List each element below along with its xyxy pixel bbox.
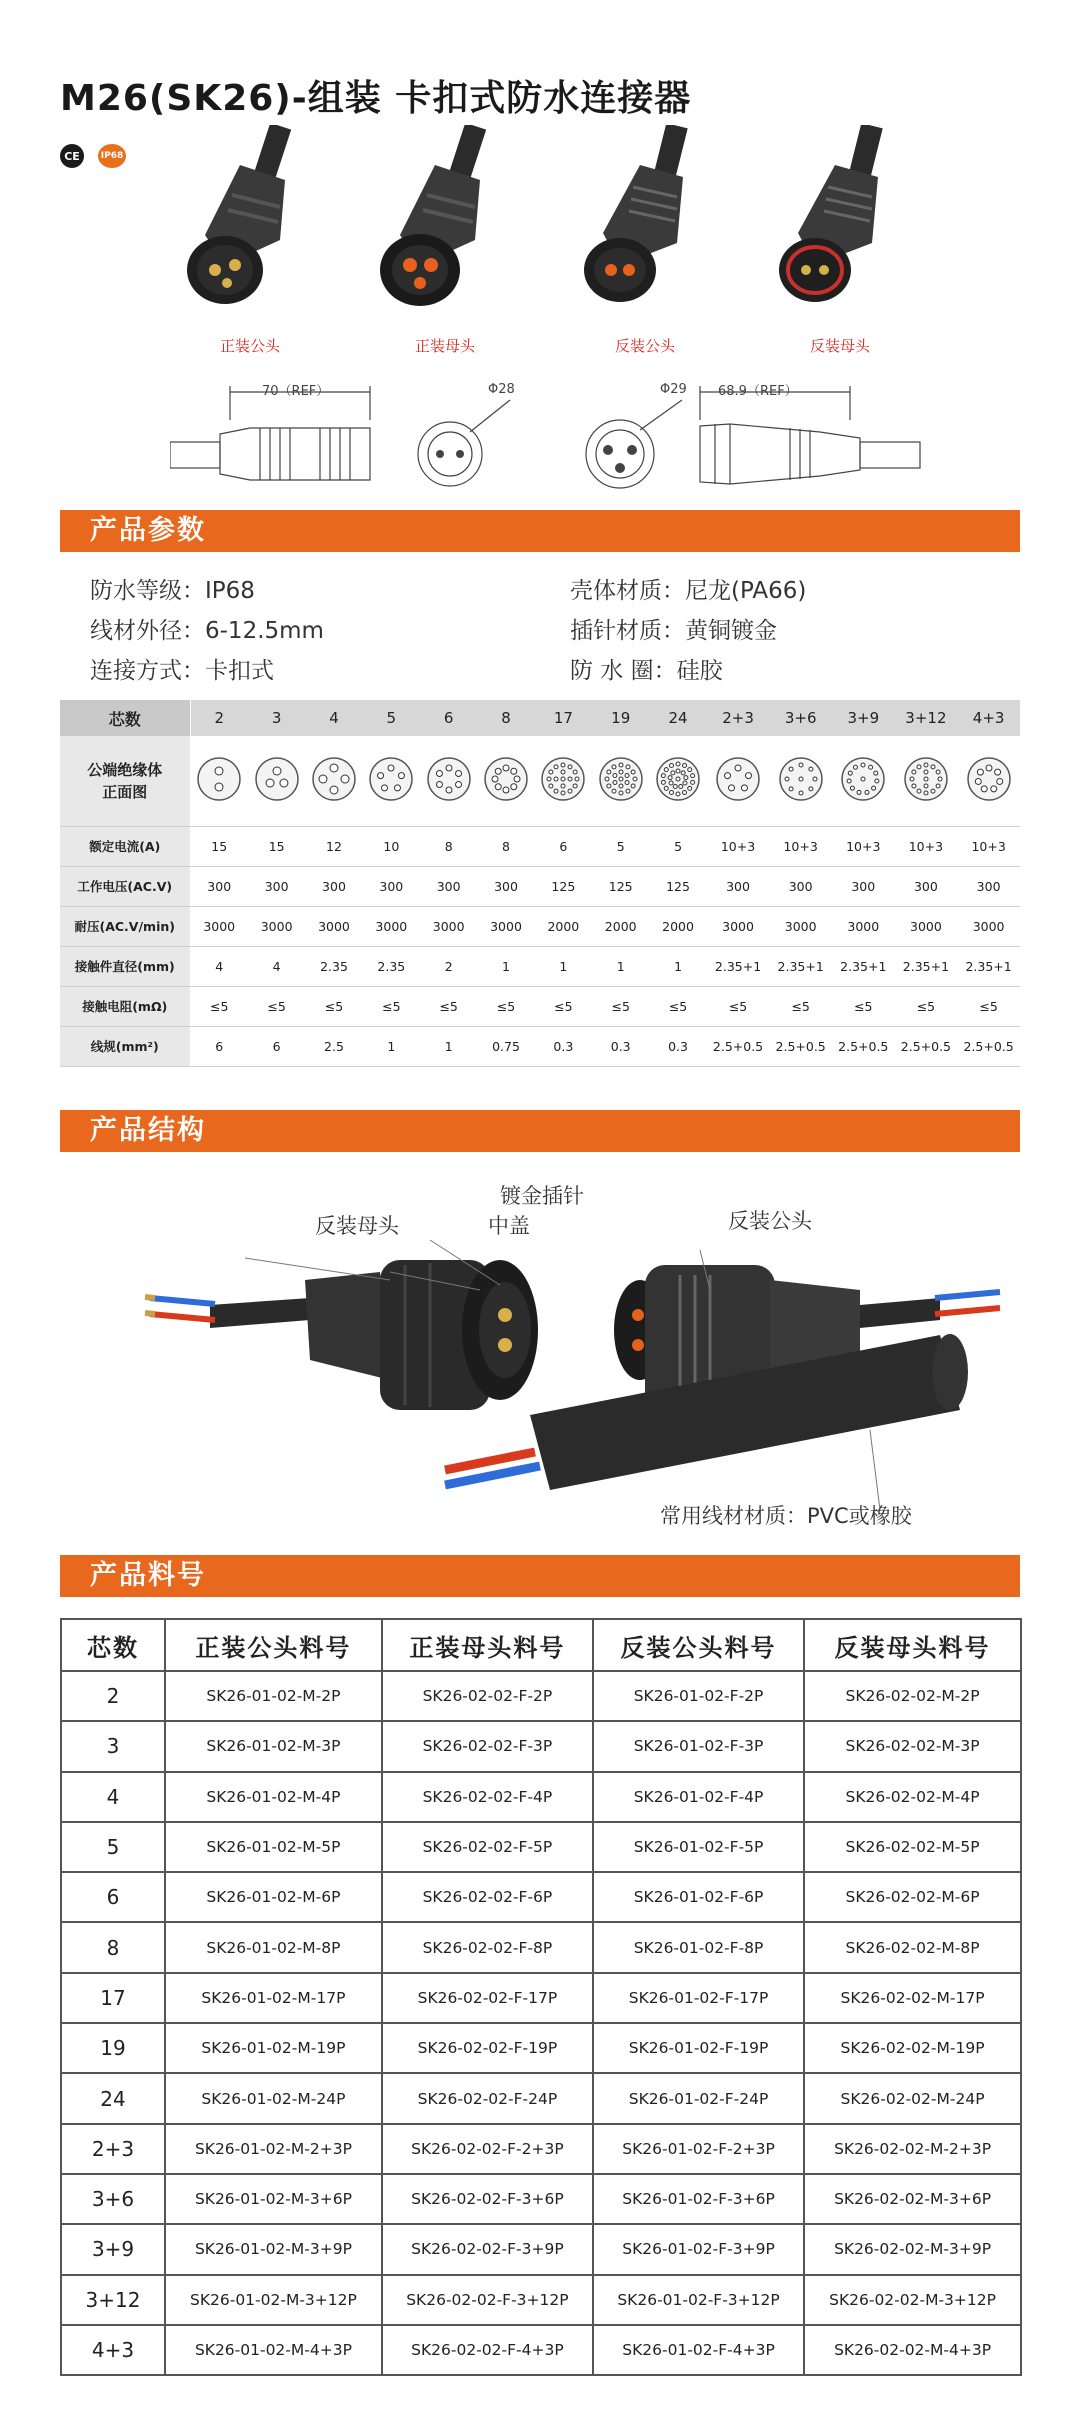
core-count-cell: 2+3: [707, 700, 770, 736]
spec-value-cell: 10+3: [707, 826, 770, 866]
part-number-cell: SK26-02-02-F-17P: [382, 1973, 593, 2023]
insulator-face-cell: [769, 736, 832, 826]
spec-row: [60, 826, 1020, 866]
connector-item: [160, 125, 340, 365]
param-shell: [570, 572, 806, 605]
spec-value-cell: 2.35: [363, 946, 420, 986]
param-value: IP68: [205, 578, 255, 604]
insulator-face-cell: [592, 736, 649, 826]
connector-label: 反装母头: [809, 337, 870, 355]
insulator-face-icon: [840, 756, 886, 802]
spec-value-cell: ≤5: [832, 986, 895, 1026]
part-number-cell: SK26-02-02-M-24P: [804, 2073, 1021, 2123]
spec-value-cell: 300: [957, 866, 1020, 906]
spec-value-cell: 12: [305, 826, 362, 866]
spec-value-cell: 3000: [248, 906, 305, 946]
spec-value-cell: 3000: [363, 906, 420, 946]
part-table-header: 反装公头料号: [593, 1619, 804, 1671]
param-seal: [570, 652, 723, 685]
insulator-face-icon: [598, 756, 644, 802]
spec-value-cell: 2.35: [305, 946, 362, 986]
section-header-structure: 产品结构: [60, 1110, 1020, 1152]
table-row: [61, 1872, 1021, 1922]
page-title: M26(SK26)-组装 卡扣式防水连接器: [60, 78, 692, 119]
part-number-cell: SK26-02-02-F-24P: [382, 2073, 593, 2123]
core-count-cell: 2: [190, 700, 248, 736]
param-label: 壳体材质：: [570, 578, 685, 604]
part-number-cell: SK26-01-02-M-3+6P: [165, 2174, 382, 2224]
spec-value-cell: 2: [420, 946, 477, 986]
part-number-cell: SK26-02-02-M-3P: [804, 1721, 1021, 1771]
core-count-cell: 3+9: [61, 2224, 165, 2274]
male-plug-reverse-icon: [565, 125, 725, 325]
spec-value-cell: 3000: [957, 906, 1020, 946]
param-pin: [570, 612, 777, 645]
insulator-face-cell: [707, 736, 770, 826]
connector-label: 正装公头: [219, 337, 280, 355]
label-reverse-female: 反装母头: [315, 1214, 399, 1238]
spec-value-cell: 300: [248, 866, 305, 906]
part-number-cell: SK26-01-02-M-6P: [165, 1872, 382, 1922]
section-header-params: 产品参数: [60, 510, 1020, 552]
spec-value-cell: 3000: [707, 906, 770, 946]
spec-value-cell: 6: [535, 826, 592, 866]
part-number-cell: SK26-01-02-F-8P: [593, 1922, 804, 1972]
insulator-face-icon: [311, 756, 357, 802]
spec-value-cell: 300: [707, 866, 770, 906]
part-table-header: 正装公头料号: [165, 1619, 382, 1671]
part-number-cell: SK26-02-02-F-5P: [382, 1822, 593, 1872]
core-count-cell: 3+6: [61, 2174, 165, 2224]
part-number-cell: SK26-02-02-F-6P: [382, 1872, 593, 1922]
connector-label: 反装公头: [614, 337, 675, 355]
diameter-label-left: Φ28: [488, 382, 515, 397]
insulator-face-cell: [477, 736, 534, 826]
spec-face-row: [60, 736, 1020, 826]
spec-header-row: [60, 700, 1020, 736]
face-label: [60, 736, 190, 826]
core-count-cell: 2: [61, 1671, 165, 1721]
param-connect: [90, 652, 274, 685]
spec-value-cell: ≤5: [190, 986, 248, 1026]
param-label: 插针材质：: [570, 618, 685, 644]
spec-row-label: 工作电压(AC.V): [60, 866, 190, 906]
core-count-cell: 3: [61, 1721, 165, 1771]
insulator-face-icon: [715, 756, 761, 802]
part-number-cell: SK26-01-02-F-2P: [593, 1671, 804, 1721]
table-row: [61, 1922, 1021, 1972]
insulator-face-cell: [957, 736, 1020, 826]
param-cable: [90, 612, 324, 645]
spec-value-cell: 1: [363, 1026, 420, 1066]
part-number-cell: SK26-01-02-F-17P: [593, 1973, 804, 2023]
core-count-cell: 4: [61, 1772, 165, 1822]
spec-value-cell: 6: [190, 1026, 248, 1066]
part-number-cell: SK26-01-02-M-2P: [165, 1671, 382, 1721]
spec-value-cell: 5: [592, 826, 649, 866]
core-count-cell: 17: [535, 700, 592, 736]
part-number-cell: SK26-02-02-F-3+12P: [382, 2275, 593, 2325]
part-number-cell: SK26-01-02-F-3P: [593, 1721, 804, 1771]
spec-value-cell: ≤5: [707, 986, 770, 1026]
part-number-cell: SK26-01-02-F-6P: [593, 1872, 804, 1922]
spec-value-cell: 10+3: [769, 826, 832, 866]
diameter-label-right: Φ29: [660, 382, 687, 397]
part-number-cell: SK26-01-02-M-2+3P: [165, 2124, 382, 2174]
spec-row-label: 线规(mm²): [60, 1026, 190, 1066]
spec-value-cell: 2.5+0.5: [769, 1026, 832, 1066]
insulator-face-cell: [649, 736, 706, 826]
spec-value-cell: 0.3: [592, 1026, 649, 1066]
core-count-cell: 3: [248, 700, 305, 736]
part-number-cell: SK26-02-02-M-4P: [804, 1772, 1021, 1822]
param-value: 硅胶: [676, 658, 723, 684]
part-number-cell: SK26-02-02-M-4+3P: [804, 2325, 1021, 2375]
length-dimension-left: 70（REF）: [262, 384, 330, 399]
part-number-cell: SK26-01-02-F-4+3P: [593, 2325, 804, 2375]
insulator-face-icon: [778, 756, 824, 802]
part-number-cell: SK26-01-02-F-5P: [593, 1822, 804, 1872]
param-label: 线材外径：: [90, 618, 205, 644]
part-number-cell: SK26-02-02-M-5P: [804, 1822, 1021, 1872]
spec-value-cell: 2.35+1: [895, 946, 958, 986]
spec-value-cell: 6: [248, 1026, 305, 1066]
spec-row: [60, 906, 1020, 946]
spec-value-cell: 2.35+1: [769, 946, 832, 986]
core-count-cell: 6: [61, 1872, 165, 1922]
spec-row: [60, 946, 1020, 986]
spec-value-cell: 125: [649, 866, 706, 906]
param-label: 连接方式：: [90, 658, 205, 684]
connector-item: [555, 125, 735, 365]
part-number-cell: SK26-02-02-M-3+9P: [804, 2224, 1021, 2274]
spec-value-cell: ≤5: [769, 986, 832, 1026]
spec-value-cell: 3000: [190, 906, 248, 946]
part-number-cell: SK26-01-02-M-3+12P: [165, 2275, 382, 2325]
insulator-face-cell: [363, 736, 420, 826]
insulator-face-cell: [248, 736, 305, 826]
certification-badges: [60, 144, 126, 168]
spec-value-cell: ≤5: [305, 986, 362, 1026]
part-number-cell: SK26-01-02-M-8P: [165, 1922, 382, 1972]
connector-label: 正装母头: [414, 337, 475, 355]
insulator-face-icon: [426, 756, 472, 802]
spec-row: [60, 1026, 1020, 1066]
label-reverse-male: 反装公头: [728, 1209, 812, 1233]
part-number-cell: SK26-02-02-M-6P: [804, 1872, 1021, 1922]
table-row: [61, 2073, 1021, 2123]
spec-value-cell: ≤5: [895, 986, 958, 1026]
part-number-cell: SK26-01-02-F-24P: [593, 2073, 804, 2123]
core-count-cell: 5: [363, 700, 420, 736]
insulator-face-icon: [483, 756, 529, 802]
part-number-cell: SK26-01-02-F-3+9P: [593, 2224, 804, 2274]
spec-value-cell: 300: [477, 866, 534, 906]
part-number-cell: SK26-01-02-M-3P: [165, 1721, 382, 1771]
face-label-line: 正面图: [102, 782, 148, 801]
table-row: [61, 2124, 1021, 2174]
part-number-cell: SK26-01-02-M-3+9P: [165, 2224, 382, 2274]
connector-gallery: [160, 125, 940, 365]
section-header-part-numbers: 产品料号: [60, 1555, 1020, 1597]
insulator-face-icon: [966, 756, 1012, 802]
spec-value-cell: 10+3: [895, 826, 958, 866]
table-row: [61, 1721, 1021, 1771]
part-number-cell: SK26-02-02-M-8P: [804, 1922, 1021, 1972]
spec-value-cell: 10+3: [957, 826, 1020, 866]
table-row: [61, 2275, 1021, 2325]
spec-value-cell: 1: [592, 946, 649, 986]
spec-value-cell: 2000: [535, 906, 592, 946]
core-count-cell: 3+9: [832, 700, 895, 736]
part-number-cell: SK26-02-02-F-3+6P: [382, 2174, 593, 2224]
part-number-table: [60, 1618, 1022, 2376]
structure-illustration: [60, 1180, 1020, 1540]
core-count-cell: 19: [592, 700, 649, 736]
part-number-cell: SK26-02-02-F-2+3P: [382, 2124, 593, 2174]
insulator-face-cell: [190, 736, 248, 826]
part-number-cell: SK26-01-02-M-19P: [165, 2023, 382, 2073]
spec-value-cell: 4: [190, 946, 248, 986]
part-number-cell: SK26-01-02-M-17P: [165, 1973, 382, 2023]
spec-value-cell: ≤5: [420, 986, 477, 1026]
spec-row-label: 接触电阻(mΩ): [60, 986, 190, 1026]
part-number-cell: SK26-02-02-F-4+3P: [382, 2325, 593, 2375]
part-number-cell: SK26-02-02-M-17P: [804, 1973, 1021, 2023]
spec-value-cell: 1: [535, 946, 592, 986]
part-number-cell: SK26-01-02-M-4+3P: [165, 2325, 382, 2375]
param-value: 黄铜镀金: [685, 618, 777, 644]
param-value: 6-12.5mm: [205, 618, 324, 644]
table-row: [61, 2224, 1021, 2274]
insulator-face-cell: [420, 736, 477, 826]
spec-value-cell: 1: [420, 1026, 477, 1066]
spec-row: [60, 986, 1020, 1026]
spec-value-cell: 2.35+1: [957, 946, 1020, 986]
part-number-cell: SK26-01-02-F-2+3P: [593, 2124, 804, 2174]
spec-table: [60, 700, 1020, 1067]
part-number-cell: SK26-01-02-F-3+6P: [593, 2174, 804, 2224]
spec-value-cell: 15: [248, 826, 305, 866]
part-number-cell: SK26-02-02-F-2P: [382, 1671, 593, 1721]
part-number-cell: SK26-01-02-F-3+12P: [593, 2275, 804, 2325]
insulator-face-cell: [832, 736, 895, 826]
spec-value-cell: 8: [477, 826, 534, 866]
spec-row-label: 耐压(AC.V/min): [60, 906, 190, 946]
spec-value-cell: 3000: [832, 906, 895, 946]
table-row: [61, 1772, 1021, 1822]
female-plug-forward-icon: [365, 125, 525, 325]
spec-value-cell: 2.35+1: [832, 946, 895, 986]
part-number-cell: SK26-02-02-M-3+6P: [804, 2174, 1021, 2224]
core-count-cell: 8: [61, 1922, 165, 1972]
part-number-cell: SK26-01-02-M-24P: [165, 2073, 382, 2123]
length-dimension-right: 68.9（REF）: [718, 384, 798, 399]
core-count-cell: 6: [420, 700, 477, 736]
spec-value-cell: 2000: [649, 906, 706, 946]
part-number-cell: SK26-02-02-M-2P: [804, 1671, 1021, 1721]
spec-value-cell: 2.5+0.5: [707, 1026, 770, 1066]
ip68-badge-icon: IP68: [98, 144, 126, 168]
spec-value-cell: 3000: [420, 906, 477, 946]
table-row: [61, 1973, 1021, 2023]
core-count-cell: 5: [61, 1822, 165, 1872]
spec-value-cell: 300: [190, 866, 248, 906]
insulator-face-icon: [196, 756, 242, 802]
part-number-cell: SK26-01-02-F-4P: [593, 1772, 804, 1822]
part-table-header-row: [61, 1619, 1021, 1671]
spec-value-cell: 300: [832, 866, 895, 906]
male-plug-forward-icon: [170, 125, 330, 325]
part-number-cell: SK26-01-02-M-4P: [165, 1772, 382, 1822]
spec-value-cell: ≤5: [592, 986, 649, 1026]
table-row: [61, 2174, 1021, 2224]
spec-value-cell: 10+3: [832, 826, 895, 866]
insulator-face-cell: [535, 736, 592, 826]
connector-item: [750, 125, 930, 365]
spec-value-cell: 8: [420, 826, 477, 866]
table-row: [61, 1822, 1021, 1872]
core-count-cell: 19: [61, 2023, 165, 2073]
core-count-cell: 3+12: [61, 2275, 165, 2325]
part-table-header: 反装母头料号: [804, 1619, 1021, 1671]
spec-value-cell: ≤5: [535, 986, 592, 1026]
part-number-cell: SK26-02-02-F-4P: [382, 1772, 593, 1822]
core-count-cell: 4+3: [61, 2325, 165, 2375]
label-cable-material: 常用线材材质：PVC或橡胶: [660, 1504, 912, 1528]
insulator-face-icon: [368, 756, 414, 802]
part-table-header: 正装母头料号: [382, 1619, 593, 1671]
core-count-cell: 4: [305, 700, 362, 736]
spec-value-cell: 125: [535, 866, 592, 906]
core-count-cell: 24: [61, 2073, 165, 2123]
label-gold-pins: 镀金插针: [500, 1184, 584, 1208]
table-row: [61, 2325, 1021, 2375]
spec-header-label: 芯数: [60, 700, 190, 736]
param-label: 防水等级：: [90, 578, 205, 604]
spec-row-label: 接触件直径(mm): [60, 946, 190, 986]
dimension-drawing: [170, 380, 930, 500]
core-count-cell: 4+3: [957, 700, 1020, 736]
spec-value-cell: 300: [305, 866, 362, 906]
core-count-cell: 24: [649, 700, 706, 736]
part-number-cell: SK26-02-02-F-8P: [382, 1922, 593, 1972]
part-number-cell: SK26-02-02-M-3+12P: [804, 2275, 1021, 2325]
spec-value-cell: 2.5+0.5: [895, 1026, 958, 1066]
label-middle-cap: 中盖: [488, 1214, 530, 1238]
param-value: 卡扣式: [205, 658, 274, 684]
spec-value-cell: ≤5: [649, 986, 706, 1026]
param-label: 防 水 圈：: [570, 658, 677, 684]
spec-value-cell: 2.5+0.5: [832, 1026, 895, 1066]
spec-value-cell: 3000: [477, 906, 534, 946]
part-number-cell: SK26-02-02-M-19P: [804, 2023, 1021, 2073]
core-count-cell: 8: [477, 700, 534, 736]
core-count-cell: 17: [61, 1973, 165, 2023]
core-count-cell: 3+12: [895, 700, 958, 736]
insulator-face-cell: [305, 736, 362, 826]
spec-value-cell: ≤5: [957, 986, 1020, 1026]
param-rating: [90, 572, 255, 605]
spec-value-cell: 2.35+1: [707, 946, 770, 986]
spec-value-cell: 3000: [305, 906, 362, 946]
part-table-header: 芯数: [61, 1619, 165, 1671]
spec-value-cell: 4: [248, 946, 305, 986]
spec-value-cell: 2.5: [305, 1026, 362, 1066]
female-plug-reverse-icon: [760, 125, 920, 325]
spec-value-cell: 5: [649, 826, 706, 866]
spec-value-cell: ≤5: [248, 986, 305, 1026]
spec-value-cell: 3000: [895, 906, 958, 946]
spec-row: [60, 866, 1020, 906]
spec-value-cell: 300: [420, 866, 477, 906]
part-number-cell: SK26-01-02-F-19P: [593, 2023, 804, 2073]
spec-value-cell: 0.75: [477, 1026, 534, 1066]
core-count-cell: 2+3: [61, 2124, 165, 2174]
spec-value-cell: 1: [477, 946, 534, 986]
part-number-cell: SK26-02-02-M-2+3P: [804, 2124, 1021, 2174]
spec-value-cell: 15: [190, 826, 248, 866]
structure-diagram: [60, 1180, 1020, 1540]
spec-value-cell: 0.3: [649, 1026, 706, 1066]
core-count-cell: 3+6: [769, 700, 832, 736]
insulator-face-icon: [540, 756, 586, 802]
part-number-cell: SK26-01-02-M-5P: [165, 1822, 382, 1872]
part-number-cell: SK26-02-02-F-3+9P: [382, 2224, 593, 2274]
spec-value-cell: 125: [592, 866, 649, 906]
spec-value-cell: 2.5+0.5: [957, 1026, 1020, 1066]
spec-row-label: 额定电流(A): [60, 826, 190, 866]
spec-value-cell: 1: [649, 946, 706, 986]
spec-value-cell: 10: [363, 826, 420, 866]
spec-value-cell: 300: [363, 866, 420, 906]
param-value: 尼龙(PA66): [685, 578, 807, 604]
spec-value-cell: 0.3: [535, 1026, 592, 1066]
spec-value-cell: 300: [895, 866, 958, 906]
insulator-face-icon: [254, 756, 300, 802]
insulator-face-icon: [655, 756, 701, 802]
spec-value-cell: ≤5: [477, 986, 534, 1026]
spec-value-cell: 3000: [769, 906, 832, 946]
insulator-face-cell: [895, 736, 958, 826]
spec-value-cell: 2000: [592, 906, 649, 946]
spec-value-cell: 300: [769, 866, 832, 906]
table-row: [61, 1671, 1021, 1721]
part-number-cell: SK26-02-02-F-19P: [382, 2023, 593, 2073]
face-label-line: 公端绝缘体: [87, 760, 163, 779]
table-row: [61, 2023, 1021, 2073]
connector-item: [355, 125, 535, 365]
insulator-face-icon: [903, 756, 949, 802]
spec-value-cell: ≤5: [363, 986, 420, 1026]
part-number-cell: SK26-02-02-F-3P: [382, 1721, 593, 1771]
ce-mark-icon: CE: [60, 144, 84, 168]
